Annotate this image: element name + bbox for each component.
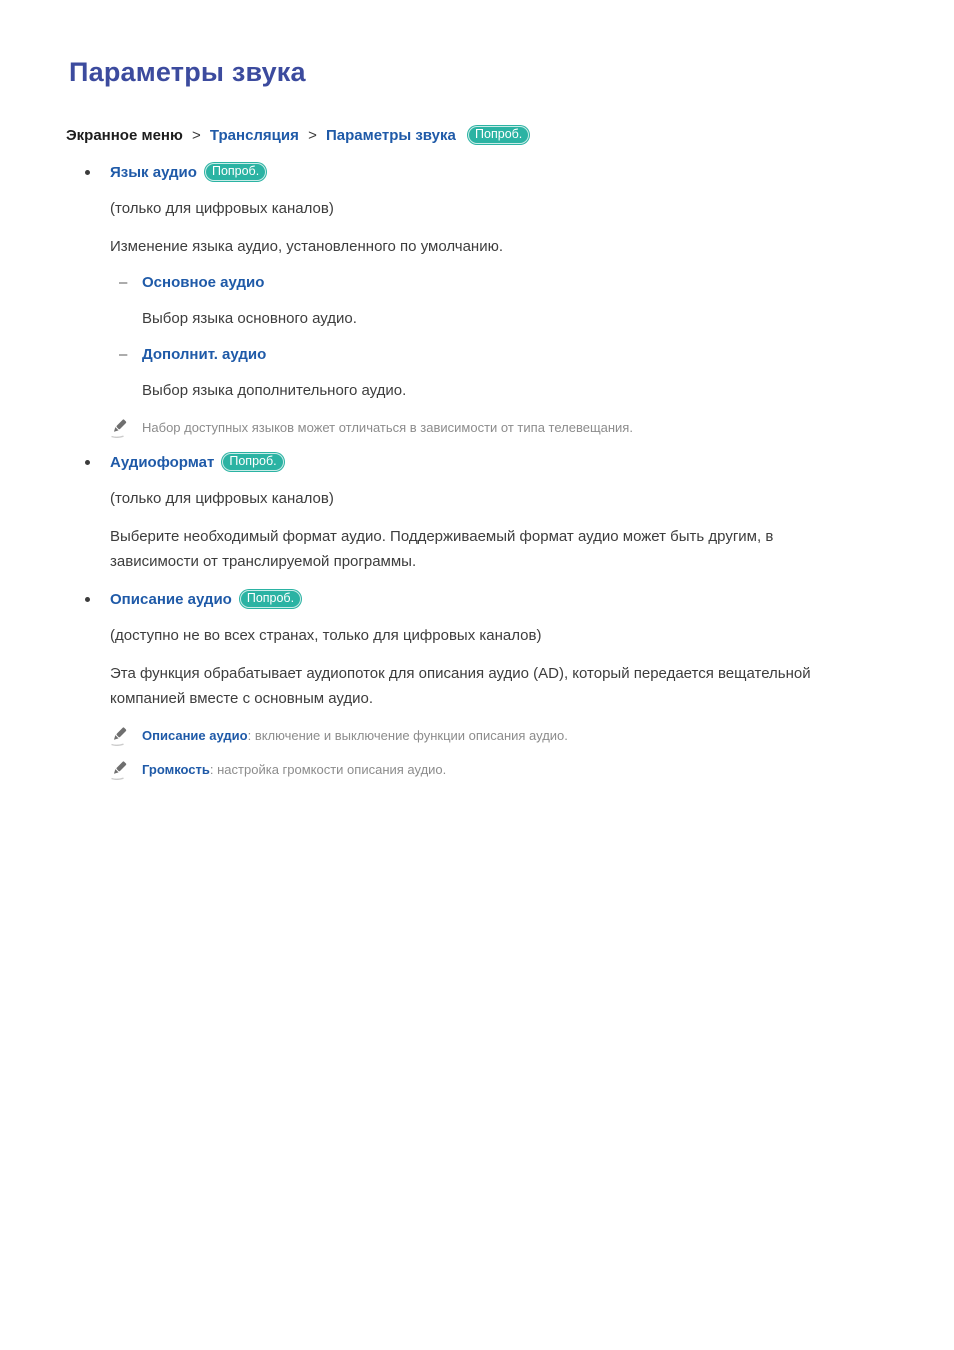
topic-scope: (только для цифровых каналов) <box>110 200 334 217</box>
subtopic-label: Дополнит. аудио <box>142 346 267 363</box>
breadcrumb-current[interactable]: Параметры звука <box>326 127 456 144</box>
try-now-badge[interactable]: Попроб. <box>239 589 302 609</box>
subtopic-label: Основное аудио <box>142 274 265 291</box>
try-now-badge[interactable]: Попроб. <box>204 162 267 182</box>
breadcrumb <box>66 125 894 147</box>
breadcrumb-separator: > <box>308 127 317 144</box>
breadcrumb-link-broadcast[interactable]: Трансляция <box>209 127 299 144</box>
subtopic-description: Выбор языка основного аудио. <box>142 310 357 327</box>
note-row <box>110 727 862 745</box>
topic-audio-format <box>66 452 894 574</box>
topic-list <box>66 162 894 779</box>
topic-scope: (доступно не во всех странах, только для цифровых каналов) <box>110 627 542 644</box>
try-now-badge[interactable]: Попроб. <box>221 452 284 472</box>
page-title: Параметры звука <box>69 57 306 87</box>
note-row <box>110 419 862 437</box>
topic-heading-row <box>110 589 894 610</box>
breadcrumb-separator: > <box>191 127 201 144</box>
subtopic-description: Выбор языка дополнительного аудио. <box>142 382 407 399</box>
topic-audio-description <box>66 589 894 779</box>
topic-scope: (только для цифровых каналов) <box>110 490 334 507</box>
pencil-icon <box>110 761 127 780</box>
topic-label: Язык аудио <box>110 164 197 181</box>
pencil-icon <box>110 419 127 438</box>
topic-audio-language <box>66 162 894 437</box>
note-text: : настройка громкости описания аудио. <box>209 762 447 777</box>
topic-label: Описание аудио <box>110 591 232 608</box>
note-term: Громкость <box>142 762 210 777</box>
topic-description: Выберите необходимый формат аудио. Поддерживаемый формат аудио может быть другим, в зависимости от транслируемой программы. <box>110 528 774 570</box>
topic-description: Эта функция обрабатывает аудиопоток для описания аудио (AD), который передается вещательной компанией вместе с основным аудио. <box>110 665 811 707</box>
note-text: Набор доступных языков может отличаться в зависимости от типа телевещания. <box>142 420 633 435</box>
subtopic-secondary-audio <box>110 344 894 403</box>
try-now-badge[interactable]: Попроб. <box>467 125 530 145</box>
subtopic-list <box>110 272 894 403</box>
note-text: : включение и выключение функции описания аудио. <box>247 728 568 743</box>
breadcrumb-root: Экранное меню <box>66 127 183 144</box>
topic-heading-row <box>110 452 894 473</box>
note-term: Описание аудио <box>142 728 248 743</box>
pencil-icon <box>110 727 127 746</box>
topic-heading-row <box>110 162 894 183</box>
subtopic-primary-audio <box>110 272 894 331</box>
note-row <box>110 761 862 779</box>
topic-description: Изменение языка аудио, установленного по умолчанию. <box>110 238 504 255</box>
topic-label: Аудиоформат <box>110 454 215 471</box>
